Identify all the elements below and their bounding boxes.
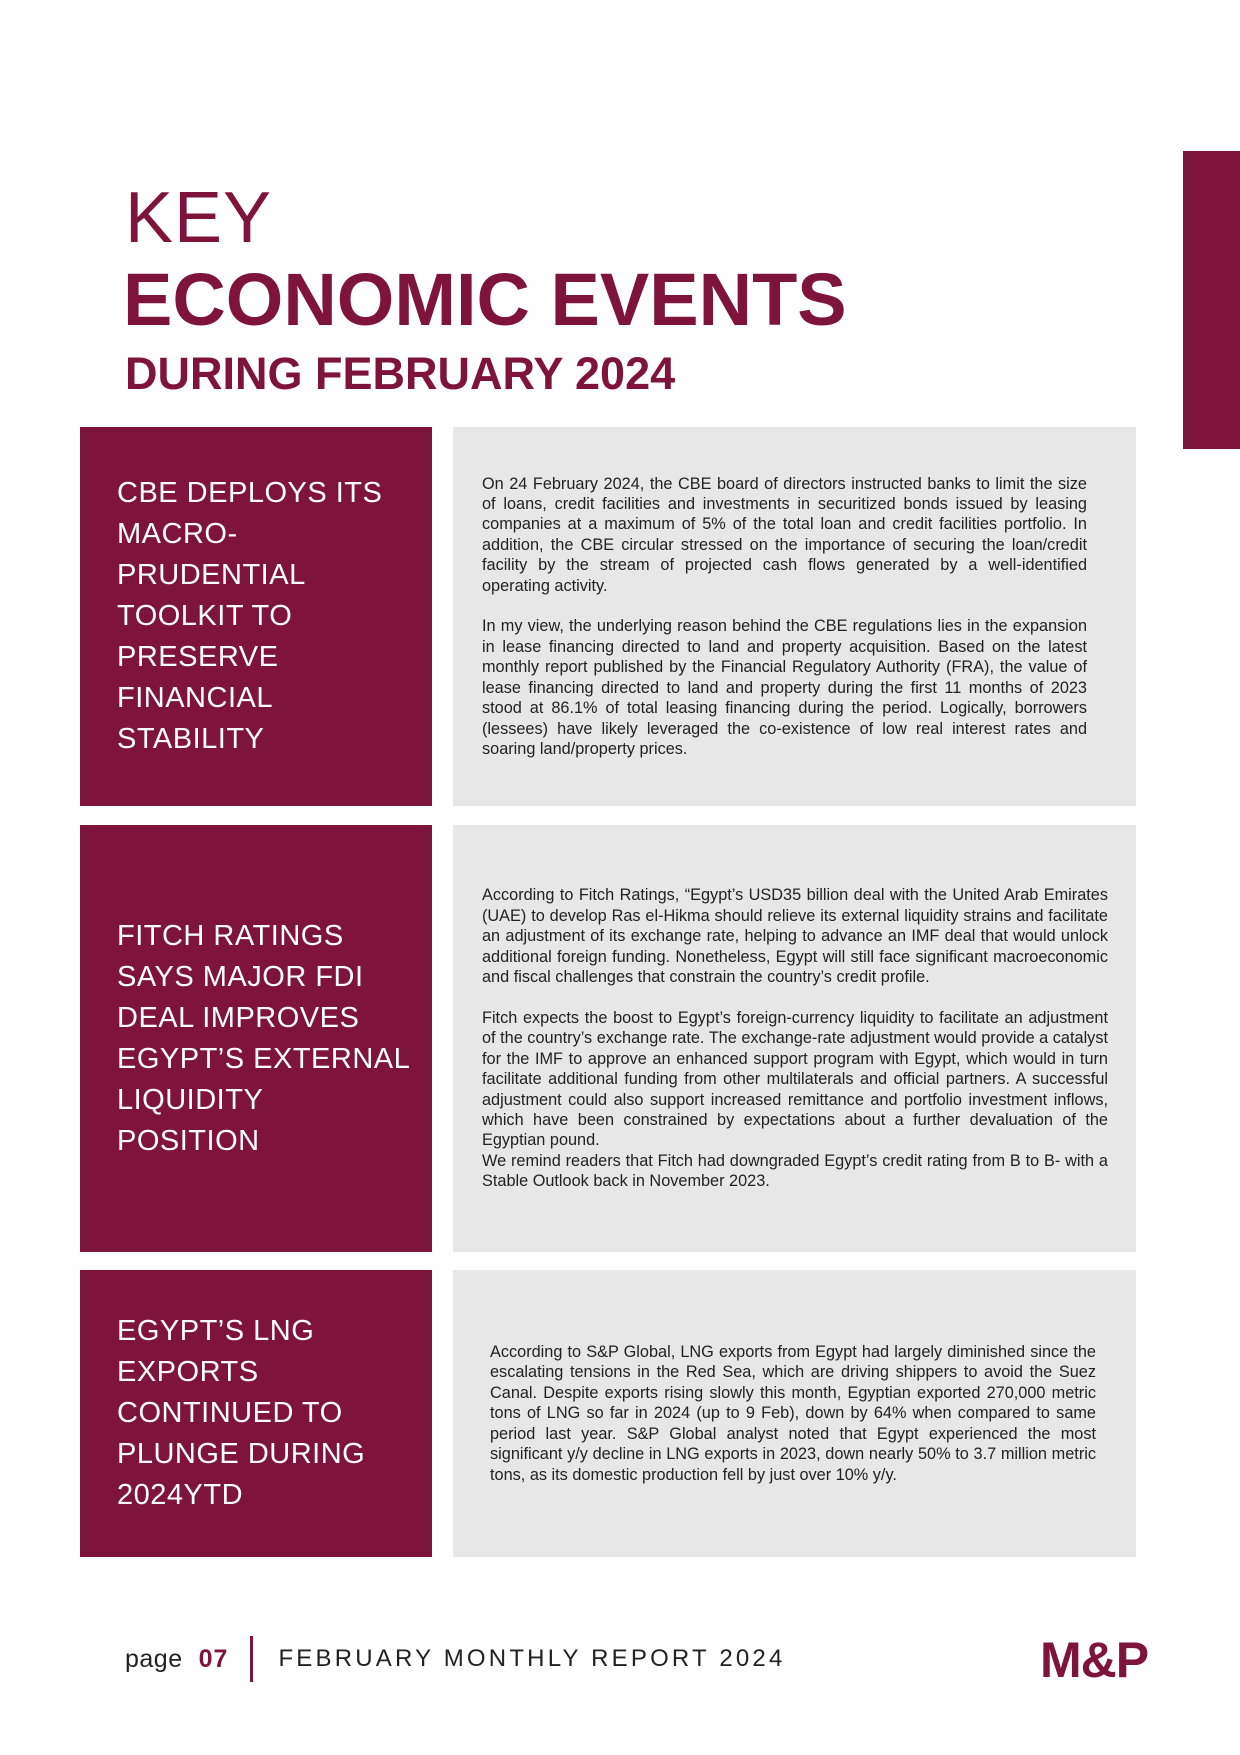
event-2-paragraph-2: Fitch expects the boost to Egypt’s foreign-currency liquidity to facilitate an adjustment of the country’s exchange rate. The exchange-rate adjustment would provide a catalyst for the IMF to approve an enhanced support program with Egypt, which would in turn facilitate additional funding from other multilaterals and official partners. A successful adjustment could also support increased remittance and portfolio investment inflows, which have been constrained by expectations about a further devaluation of the Egyptian pound. <box>482 1008 1108 1150</box>
event-1-heading: CBE DEPLOYS ITS MACRO-PRUDENTIAL TOOLKIT TO PRESERVE FINANCIAL STABILITY <box>117 477 383 755</box>
page-title-main: ECONOMIC EVENTS <box>123 258 847 341</box>
event-1-body-panel <box>453 427 1136 806</box>
page-footer <box>125 1636 786 1682</box>
event-3-heading-panel <box>80 1270 432 1557</box>
footer-divider <box>250 1636 253 1682</box>
event-2-body-panel <box>453 825 1136 1252</box>
event-2-paragraph-1: According to Fitch Ratings, “Egypt’s USD35 billion deal with the United Arab Emirates (UAE) to develop Ras el-Hikma should relieve its external liquidity strains and facilitate an adjustment of its exchange rate, helping to advance an IMF deal that would unlock additional foreign funding. Nonetheless, Egypt will still face significant macroeconomic and fiscal challenges that constrain the country’s credit profile. <box>482 886 1108 987</box>
event-2-body <box>482 885 1108 1191</box>
side-tab-accent <box>1183 151 1240 449</box>
footer-report-title: FEBRUARY MONTHLY REPORT 2024 <box>278 1645 786 1672</box>
footer-page-number: 07 <box>198 1644 229 1673</box>
company-logo: M&P <box>1040 1632 1149 1688</box>
event-3-heading: EGYPT’S LNG EXPORTS CONTINUED TO PLUNGE DURING 2024YTD <box>117 1315 366 1511</box>
event-2-heading: FITCH RATINGS SAYS MAJOR FDI DEAL IMPROVES EGYPT’S EXTERNAL LIQUIDITY POSITION <box>117 919 410 1157</box>
event-1-heading-panel <box>80 427 432 806</box>
event-2-paragraph-3: We remind readers that Fitch had downgraded Egypt’s credit rating from B to B- with a Stable Outlook back in November 2023. <box>482 1151 1108 1191</box>
event-2-heading-panel <box>80 825 432 1252</box>
event-1-paragraph-1: On 24 February 2024, the CBE board of directors instructed banks to limit the size of loans, credit facilities and investments in securitized bonds issued by leasing companies at a maximum of 5% of the total loan and credit facilities portfolio. In addition, the CBE circular stressed on the importance of securing the loan/credit facility by the stream of projected cash flows generated by a well-identified operating activity. <box>482 474 1087 595</box>
event-3-body <box>490 1342 1096 1485</box>
event-1-paragraph-2: In my view, the underlying reason behind the CBE regulations lies in the expansion in lease financing directed to land and property acquisition. Based on the latest monthly report published by the Financial Regulatory Authority (FRA), the value of lease financing directed to land and property during the first 11 months of 2023 stood at 86.1% of total leasing financing during the period. Logically, borrowers (lessees) have likely leveraged the co-existence of low real interest rates and soaring land/property prices. <box>482 617 1087 758</box>
event-3-body-panel <box>453 1270 1136 1557</box>
page-subtitle: DURING FEBRUARY 2024 <box>125 348 676 399</box>
event-3-paragraph-1: According to S&P Global, LNG exports from Egypt had largely diminished since the escalating tensions in the Red Sea, which are driving shippers to avoid the Suez Canal. Despite exports rising slowly this month, Egyptian exported 270,000 metric tons of LNG so far in 2024 (up to 9 Feb), down by 64% when compared to same period last year. S&P Global analyst noted that Egypt experienced the most significant y/y decline in LNG exports in 2023, down nearly 50% to 3.7 million metric tons, as its domestic production fell by just over 10% y/y. <box>490 1343 1096 1484</box>
footer-page-label: page <box>125 1644 183 1673</box>
event-1-body <box>482 474 1087 760</box>
page-title-key: KEY <box>125 178 273 258</box>
